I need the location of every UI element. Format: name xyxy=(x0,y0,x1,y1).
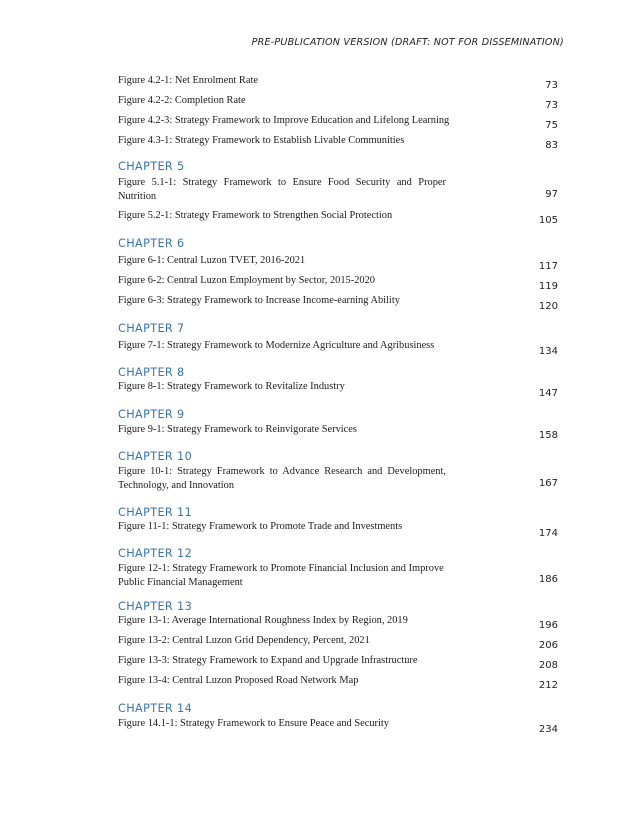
page-number: 234 xyxy=(538,724,558,735)
list-item[interactable] xyxy=(118,176,558,204)
page-number: 117 xyxy=(538,261,558,272)
figure-title: Figure 7-1: Strategy Framework to Modernize Agriculture and Agribusiness xyxy=(118,340,435,351)
page-number: 73 xyxy=(545,80,558,91)
list-item[interactable] xyxy=(118,717,558,735)
figure-title: Figure 6-1: Central Luzon TVET, 2016-2021 xyxy=(118,255,306,266)
page-header: PRE-PUBLICATION VERSION (DRAFT: NOT FOR DISSEMINATION) xyxy=(251,37,564,48)
list-item[interactable] xyxy=(118,114,558,131)
figure-title: Figure 6-2: Central Luzon Employment by Sector, 2015-2020 xyxy=(118,275,375,286)
page-number: 75 xyxy=(545,120,558,131)
list-item[interactable] xyxy=(118,654,558,671)
figure-title: Figure 13-3: Strategy Framework to Expand and Upgrade Infrastructure xyxy=(118,655,418,666)
page-number: 186 xyxy=(538,574,558,585)
page-number: 212 xyxy=(538,680,558,691)
page-number: 105 xyxy=(538,215,558,226)
figure-title: Figure 13-1: Average International Roughness Index by Region, 2019 xyxy=(118,615,408,626)
list-item[interactable] xyxy=(118,274,558,292)
figure-title: Figure 13-4: Central Luzon Proposed Road Network Map xyxy=(118,675,359,686)
figure-title: Figure 6-3: Strategy Framework to Increase Income-earning Ability xyxy=(118,295,400,306)
figure-title: Figure 5.2-1: Strategy Framework to Strengthen Social Protection xyxy=(118,210,393,221)
figure-title: Figure 4.2-3: Strategy Framework to Improve Education and Lifelong Learning xyxy=(118,115,450,126)
list-item[interactable] xyxy=(118,423,558,441)
page-number: 73 xyxy=(545,100,558,111)
chapter-heading: CHAPTER 11 xyxy=(118,506,193,519)
list-item[interactable] xyxy=(118,380,558,399)
list-item[interactable] xyxy=(118,134,558,151)
list-item[interactable] xyxy=(118,94,558,111)
chapter-heading: CHAPTER 6 xyxy=(118,237,185,250)
figure-title: Figure 11-1: Strategy Framework to Promote Trade and Investments xyxy=(118,521,403,532)
list-item[interactable] xyxy=(118,254,558,272)
figure-title: Figure 14.1-1: Strategy Framework to Ensure Peace and Security xyxy=(118,718,389,729)
figure-title: Figure 13-2: Central Luzon Grid Dependency, Percent, 2021 xyxy=(118,635,370,646)
page-number: 158 xyxy=(538,430,558,441)
list-item[interactable] xyxy=(118,294,558,312)
list-item[interactable] xyxy=(118,562,558,590)
figure-title: Figure 4.2-2: Completion Rate xyxy=(118,95,246,106)
list-item[interactable] xyxy=(118,209,558,226)
figure-title: Figure 4.3-1: Strategy Framework to Establish Livable Communities xyxy=(118,135,405,146)
page-number: 83 xyxy=(545,140,558,151)
page-number: 97 xyxy=(545,189,558,200)
list-item[interactable] xyxy=(118,634,558,651)
page-number: 134 xyxy=(538,346,558,357)
list-item[interactable] xyxy=(118,614,558,631)
chapter-heading: CHAPTER 7 xyxy=(118,322,185,335)
list-item[interactable] xyxy=(118,520,558,539)
page-number: 167 xyxy=(538,478,558,489)
figure-title: Figure 8-1: Strategy Framework to Revitalize Industry xyxy=(118,381,345,392)
page-number: 147 xyxy=(538,388,558,399)
page-number: 120 xyxy=(538,301,558,312)
page-number: 196 xyxy=(538,620,558,631)
chapter-heading: CHAPTER 14 xyxy=(118,702,193,715)
figure-title: Figure 12-1: Strategy Framework to Promote Financial Inclusion and Improve Public Financial Management xyxy=(118,563,444,588)
chapter-heading: CHAPTER 12 xyxy=(118,547,193,560)
list-item[interactable] xyxy=(118,674,558,691)
figure-title: Figure 4.2-1: Net Enrolment Rate xyxy=(118,75,258,86)
page-number: 119 xyxy=(538,281,558,292)
chapter-heading: CHAPTER 5 xyxy=(118,160,185,173)
figure-title: Figure 9-1: Strategy Framework to Reinvigorate Services xyxy=(118,424,357,435)
chapter-heading: CHAPTER 13 xyxy=(118,600,193,613)
page-number: 206 xyxy=(538,640,558,651)
page-number: 174 xyxy=(538,528,558,539)
figure-title: Figure 5.1-1: Strategy Framework to Ensure Food Security and Proper Nutrition xyxy=(118,177,446,202)
list-item[interactable] xyxy=(118,74,558,91)
list-item[interactable] xyxy=(118,465,558,493)
chapter-heading: CHAPTER 9 xyxy=(118,408,185,421)
page-number: 208 xyxy=(538,660,558,671)
list-item[interactable] xyxy=(118,339,558,357)
chapter-heading: CHAPTER 10 xyxy=(118,450,193,463)
chapter-heading: CHAPTER 8 xyxy=(118,366,185,379)
figure-title: Figure 10-1: Strategy Framework to Advance Research and Development, Technology, and Innovation xyxy=(118,466,446,491)
